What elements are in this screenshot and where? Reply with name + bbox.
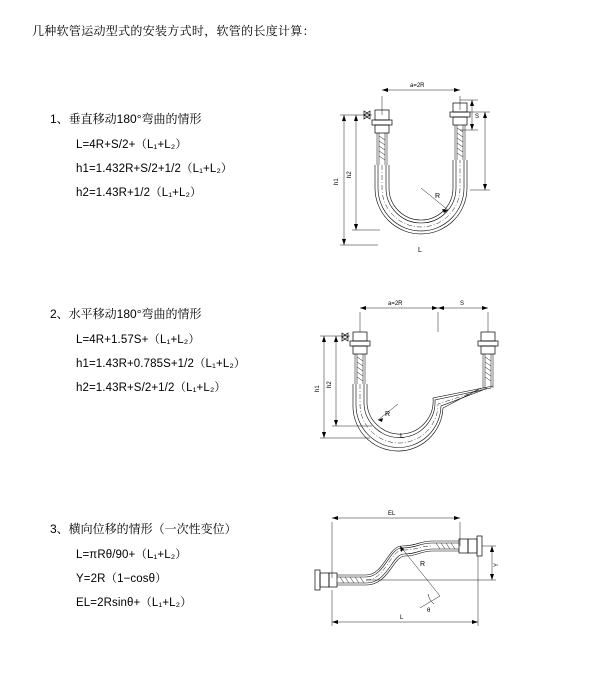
section-1-formula-3: h2=1.43R+1/2（L₁+L₂） <box>76 187 202 199</box>
section-2-formula-2: h1=1.43R+0.785S+1/2（L₁+L₂） <box>76 358 246 370</box>
figure-2-drawing <box>310 288 520 458</box>
figure-horizontal-180-bend <box>310 288 520 458</box>
section-3 <box>50 520 237 618</box>
section-2 <box>50 305 246 403</box>
section-1 <box>50 110 233 208</box>
section-2-formula-1: L=4R+1.57S+（L₁+L₂） <box>76 334 200 346</box>
section-1-formula-2: h1=1.432R+S/2+1/2（L₁+L₂） <box>76 163 233 175</box>
svg-text:h2: h2 <box>327 381 333 388</box>
svg-text:θ: θ <box>427 608 431 614</box>
section-2-title: 2、水平移动180°弯曲的情形 <box>50 307 202 321</box>
svg-text:L: L <box>400 615 404 621</box>
section-3-formula-1: L=πRθ/90+（L₁+L₂） <box>76 549 187 561</box>
svg-text:R: R <box>420 561 426 568</box>
page-title: 几种软管运动型式的安装方式时，软管的长度计算： <box>32 24 315 38</box>
section-1-formula-1: L=4R+S/2+（L₁+L₂） <box>76 139 187 151</box>
svg-text:R: R <box>385 411 391 418</box>
svg-text:EL: EL <box>388 511 396 517</box>
svg-text:S: S <box>475 114 480 120</box>
svg-text:h1: h1 <box>334 178 340 185</box>
section-1-title: 1、垂直移动180°弯曲的情形 <box>50 112 202 126</box>
figure-1-drawing <box>320 70 520 270</box>
svg-text:h2: h2 <box>347 171 353 178</box>
svg-text:R: R <box>435 193 441 200</box>
section-3-title: 3、横向位移的情形（一次性变位） <box>50 522 237 536</box>
svg-text:L: L <box>418 247 422 254</box>
section-3-formula-3: EL=2Rsinθ+（L₁+L₂） <box>76 597 192 609</box>
svg-text:S: S <box>460 301 465 307</box>
figure-vertical-180-bend <box>320 70 520 270</box>
svg-text:L: L <box>400 433 404 440</box>
figure-3-drawing <box>300 500 510 640</box>
svg-text:h1: h1 <box>315 385 321 392</box>
figure-lateral-offset <box>300 500 510 640</box>
svg-text:a=2R: a=2R <box>388 301 403 307</box>
svg-text:Y: Y <box>494 562 500 567</box>
svg-text:a=2R: a=2R <box>410 83 425 89</box>
section-2-formula-3: h2=1.43R+S/2+1/2（L₁+L₂） <box>76 382 227 394</box>
section-3-formula-2: Y=2R（1−cosθ） <box>76 573 167 585</box>
